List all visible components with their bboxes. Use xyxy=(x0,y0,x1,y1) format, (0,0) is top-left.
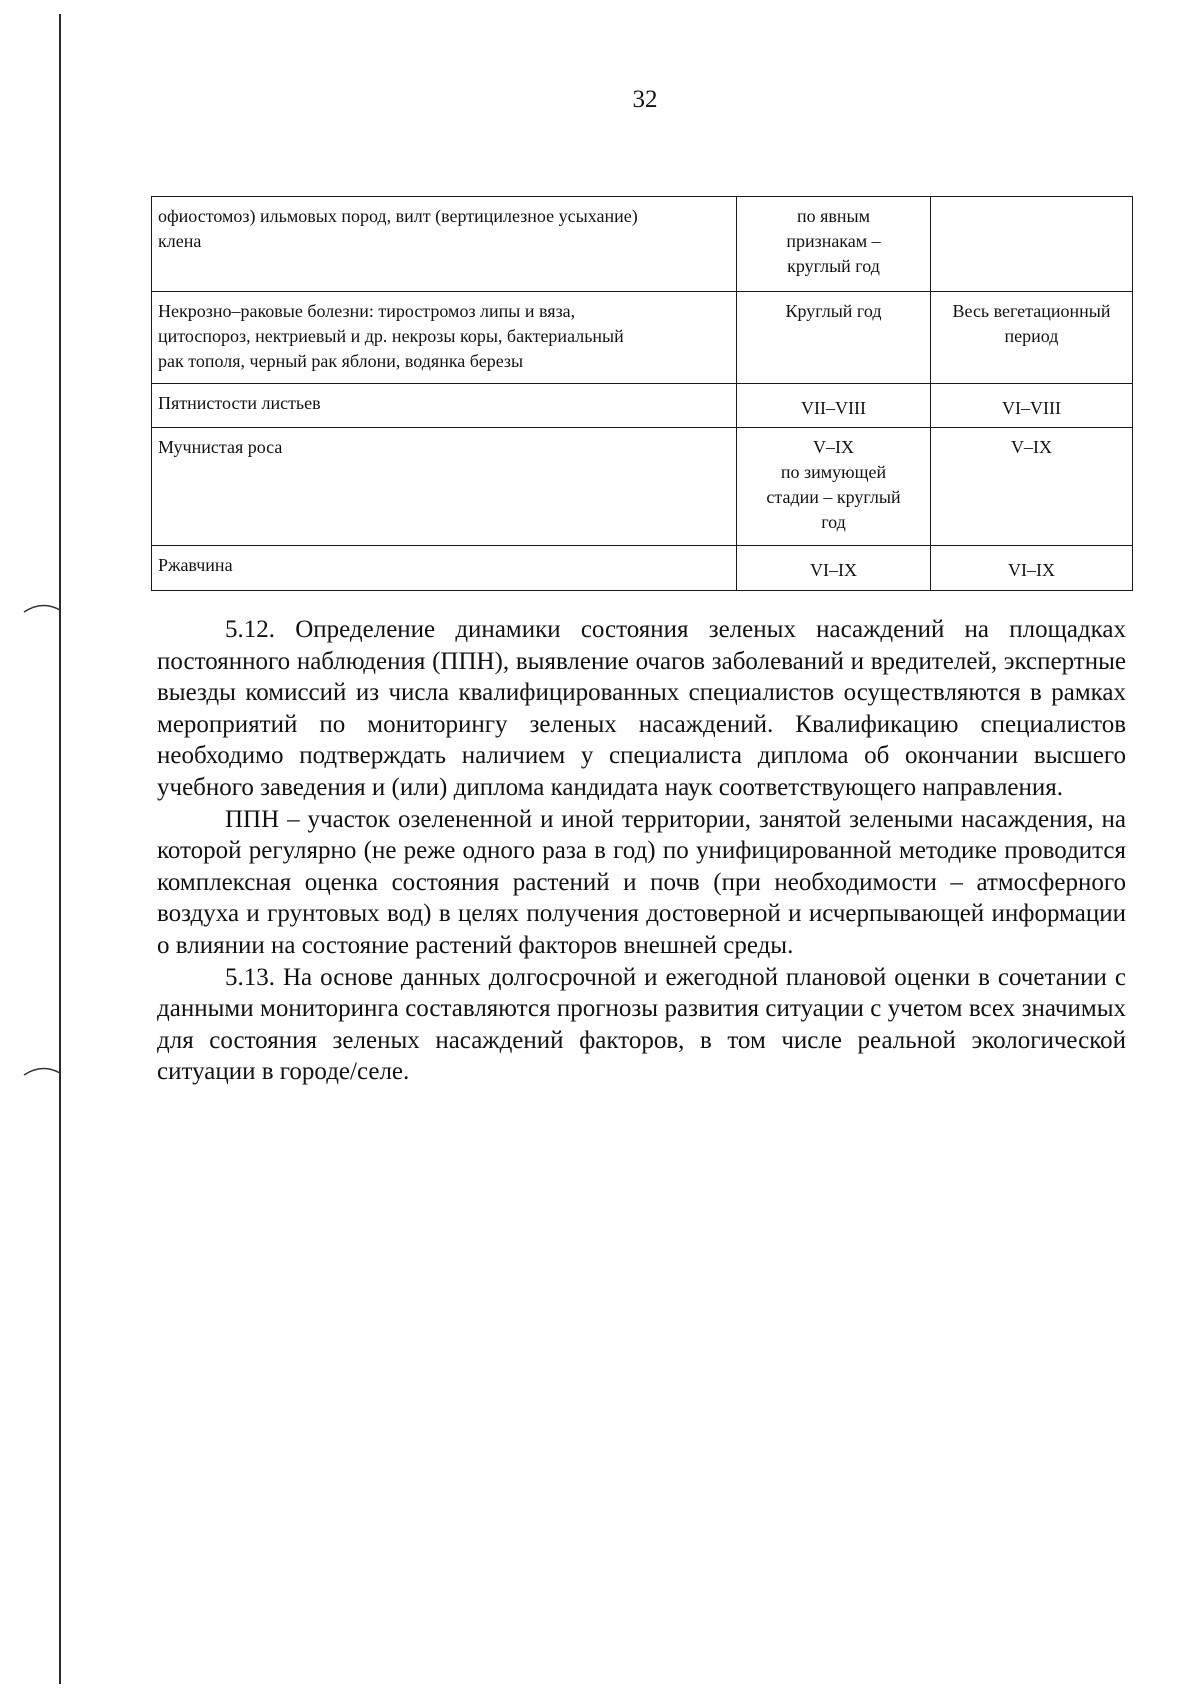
disease-name-cell: Некрозно–раковые болезни: тиростромоз липы и вяза, цитоспороз, нектриевый и др. некрозы коры, бактериальный рак тополя, черный рак яблони, водянка березы xyxy=(158,301,624,371)
table-row xyxy=(152,292,1133,384)
period-cell: VII–VIII xyxy=(801,398,866,418)
page-number: 32 xyxy=(632,86,658,113)
period-cell: Весь вегетационный период xyxy=(952,301,1111,346)
disease-periods-table xyxy=(151,196,1133,591)
period-cell: V–IX по зимующей стадии – круглый год xyxy=(766,437,901,532)
period-cell: по явным признакам – круглый год xyxy=(786,206,881,276)
paragraph-ppn-definition: ППН – участок озелененной и иной территории, занятой зелеными насаждения, на которой регулярно (не реже одного раза в год) по унифицированной методике проводится комплексная оценка состояния растений и почв (при необходимости – атмосферного воздуха и грунтовых вод) в целях получения достоверной и исчерпывающей информации о влиянии на состояние растений факторов внешней среды. xyxy=(157,805,1126,959)
punch-hole-mark xyxy=(22,600,62,630)
table-row xyxy=(152,384,1133,428)
period-cell: VI–VIII xyxy=(1002,398,1061,418)
paragraph-5-12: 5.12. Определение динамики состояния зеленых насаждений на площадках постоянного наблюдения (ППН), выявление очагов заболеваний и вредителей, экспертные выезды комиссий из числа квалифицированных специалистов осуществляются в рамках мероприятий по мониторингу зеленых насаждений. Квалификацию специалистов необходимо подтверждать наличием у специалиста диплома об окончании высшего учебного заведения и (или) диплома кандидата наук соответствующего направления. xyxy=(157,616,1126,801)
disease-name-cell: Мучнистая роса xyxy=(158,437,283,457)
period-cell: V–IX xyxy=(1011,437,1052,457)
table-row xyxy=(152,546,1133,591)
binding-margin-line xyxy=(59,14,61,1684)
table-row xyxy=(152,428,1133,546)
table-row xyxy=(152,197,1133,292)
period-cell: VI–IX xyxy=(1008,560,1055,580)
period-cell: VI–IX xyxy=(810,560,857,580)
body-text xyxy=(157,614,1126,1088)
paragraph-5-13: 5.13. На основе данных долгосрочной и ежегодной плановой оценки в сочетании с данными мониторинга составляются прогнозы развития ситуации с учетом всех значимых для состояния зеленых насаждений факторов, в том числе реальной экологической ситуации в городе/селе. xyxy=(157,963,1126,1086)
disease-name-cell: офиостомоз) ильмовых пород, вилт (вертицилезное усыхание) клена xyxy=(158,206,638,251)
period-cell: Круглый год xyxy=(785,301,882,321)
punch-hole-mark xyxy=(22,1063,62,1093)
disease-name-cell: Ржавчина xyxy=(158,555,233,575)
disease-name-cell: Пятнистости листьев xyxy=(158,393,321,413)
